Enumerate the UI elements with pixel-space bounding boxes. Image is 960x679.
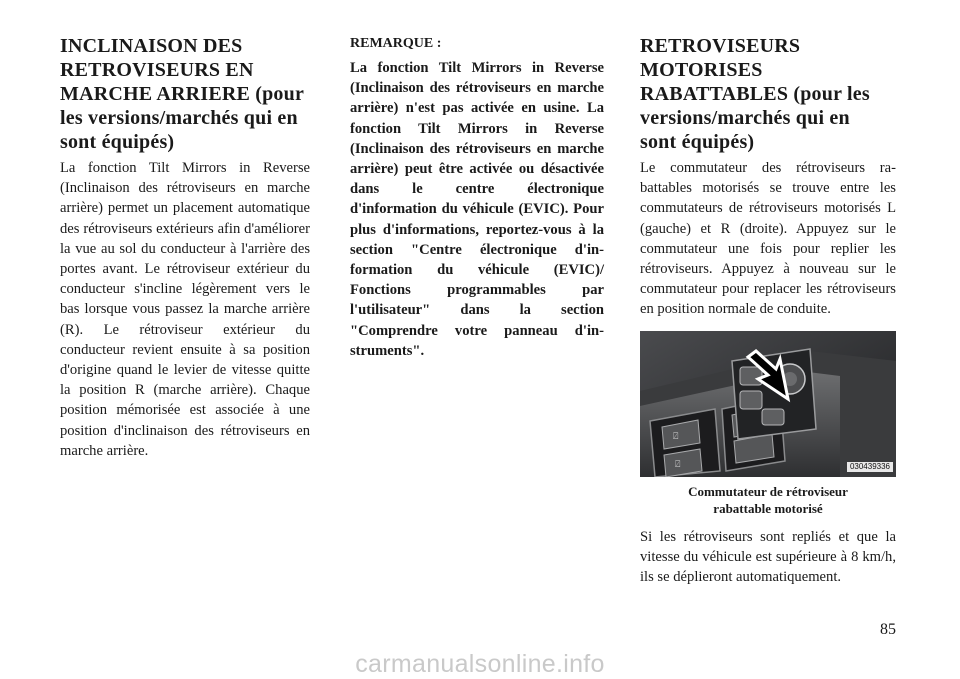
auto-unfold-text: Si les rétroviseurs sont repliés et que la vitesse du véhicule est supérieure à 8 km/h, ils se déplieront automatiquement. (640, 528, 896, 586)
page-number: 85 (880, 621, 896, 638)
door-switch-panel-illustration (640, 331, 896, 477)
heading-line: sont équipés) (640, 131, 755, 153)
figure-caption (640, 483, 896, 517)
site-watermark: carmanualsonline.info (355, 650, 605, 678)
note-label: REMARQUE : (350, 36, 442, 51)
heading-line: MOTORISES (640, 59, 763, 81)
svg-text:⍁: ⍁ (675, 459, 681, 470)
caption-line: rabattable motorisé (713, 500, 823, 516)
svg-text:⍁: ⍁ (673, 431, 679, 442)
heading-line: MARCHE ARRIERE (pour (60, 83, 305, 105)
section-heading-tilt-mirrors (60, 34, 310, 154)
caption-line: Commutateur de rétroviseur (688, 483, 848, 499)
section-heading-folding-mirrors (640, 34, 896, 154)
mirror-switch-photo (640, 331, 896, 477)
middle-column (350, 34, 604, 361)
heading-line: versions/marchés qui en (640, 107, 850, 129)
heading-line: les versions/marchés qui en (60, 107, 298, 129)
heading-line: RABATTABLES (pour les (640, 83, 870, 105)
tilt-mirrors-body: La fonction Tilt Mirrors in Reverse (Inclinaison des rétroviseurs en marche arrière) permet un placement automatique des rétroviseurs extérieurs afin d'améliorer la vue au sol du conducteur à l'arrière des portes avant. Le rétroviseur extérieur du conducteur s'incline légèrement vers le bas lorsque vous passez la marche arrière (R). Le rétroviseur extérieur du conducteur revient ensuite à sa position d'origine quand le levier de vitesse quitte la position R (marche arrière). Chaque position mémorisée est associée à une position d'inclinaison des rétroviseurs en marche arrière. (60, 160, 310, 459)
left-column (60, 34, 310, 461)
heading-line: RETROVISEURS EN (60, 59, 254, 81)
heading-line: RETROVISEURS (640, 35, 801, 57)
right-column (640, 34, 896, 587)
folding-mirrors-body: Le commutateur des rétroviseurs rabattables motorisés se trouve entre les commutateurs de rétroviseurs motorisés L (gauche) et R (droite). Appuyez sur le commutateur une fois pour replier les rétroviseurs. Appuyez à nouveau sur le commutateur pour replacer les rétroviseurs en position normale de conduite. (640, 160, 896, 318)
heading-line: sont équipés) (60, 131, 175, 153)
note-text: La fonction Tilt Mirrors in Reverse (Inclinaison des rétroviseurs en marche arrière) n'est pas activée en usine. La fonction Tilt Mirrors in Reverse (Inclinaison des rétroviseurs en marche arrière) peut être activée ou désactivée dans le centre électronique d'information du véhicule (EVIC). Pour plus d'informations, reportez-vous à la section "Centre électronique d'information du véhicule (EVIC)/ Fonctions programmables par l'utilisateur" dans la section "Comprendre votre panneau d'instruments". (350, 60, 604, 359)
heading-line: INCLINAISON DES (60, 35, 243, 57)
figure-id-label: 030439336 (847, 462, 893, 472)
